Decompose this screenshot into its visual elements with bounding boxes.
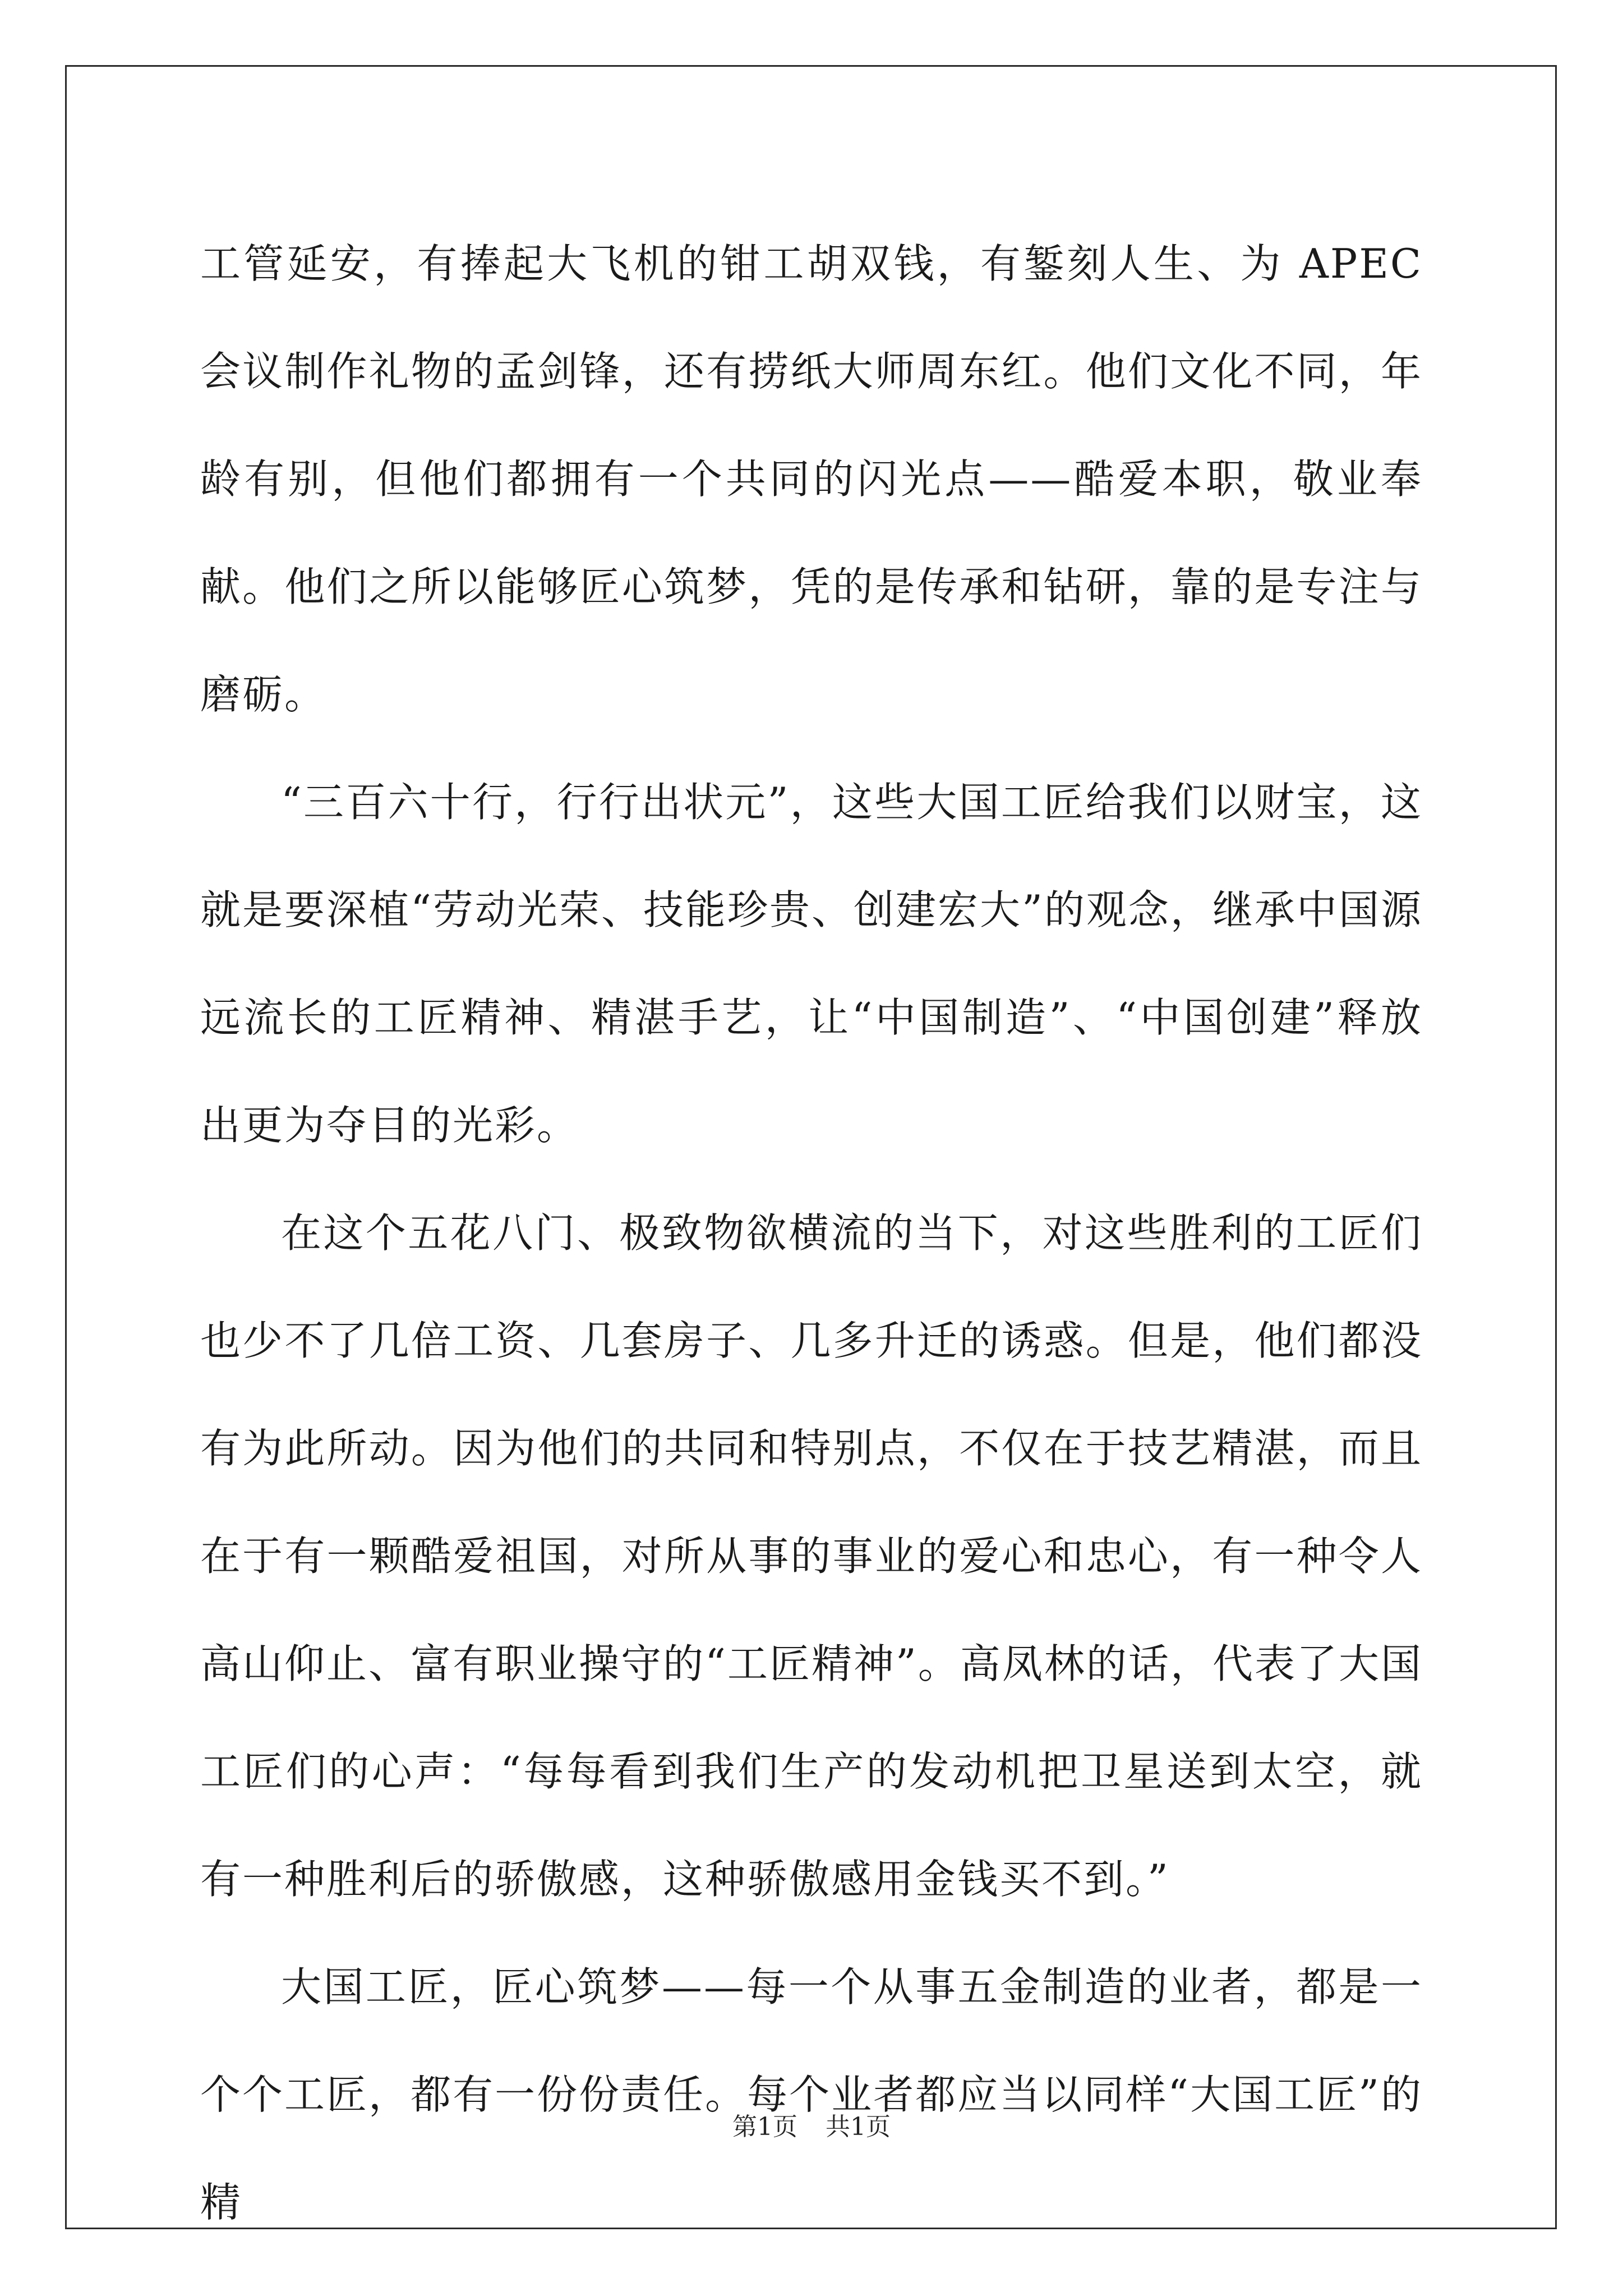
page-number: 第1页 xyxy=(732,2113,797,2141)
paragraph-2: “三百六十行，行行出状元”，这些大国工匠给我们以财宝，这就是要深植“劳动光荣、技能珍贵、创建宏大”的观念，继承中国源远流长的工匠精神、精湛手艺，让“中国制造”、“中国创建”释放出更为夺目的光彩。 xyxy=(200,779,1423,1149)
document-body xyxy=(200,210,1423,2256)
page-total: 共1页 xyxy=(826,2113,891,2141)
paragraph-3: 在这个五花八门、极致物欲横流的当下，对这些胜利的工匠们也少不了几倍工资、几套房子、几多升迁的诱惑。但是，他们都没有为此所动。因为他们的共同和特别点，不仅在于技艺精湛，而且在于有一颗酷爱祖国，对所从事的事业的爱心和忠心，有一种令人高山仰止、富有职业操守的“工匠精神”。高凤林的话，代表了大国工匠们的心声：“每每看到我们生产的发动机把卫星送到太空，就有一种胜利后的骄傲感，这种骄傲感用金钱买不到。” xyxy=(200,1209,1423,1903)
paragraph-4: 大国工匠，匠心筑梦——每一个从事五金制造的业者，都是一个个工匠，都有一份份责任。每个业者都应当以同样“大国工匠”的精 xyxy=(200,1963,1423,2226)
paragraph-1: 工管延安，有捧起大飞机的钳工胡双钱，有錾刻人生、为 APEC 会议制作礼物的孟剑锋，还有捞纸大师周东红。他们文化不同，年龄有别，但他们都拥有一个共同的闪光点——酷爱本职，敬业奉献。他们之所以能够匠心筑梦，凭的是传承和钻研，靠的是专注与磨砺。 xyxy=(200,240,1423,718)
page-footer xyxy=(0,2110,1623,2144)
